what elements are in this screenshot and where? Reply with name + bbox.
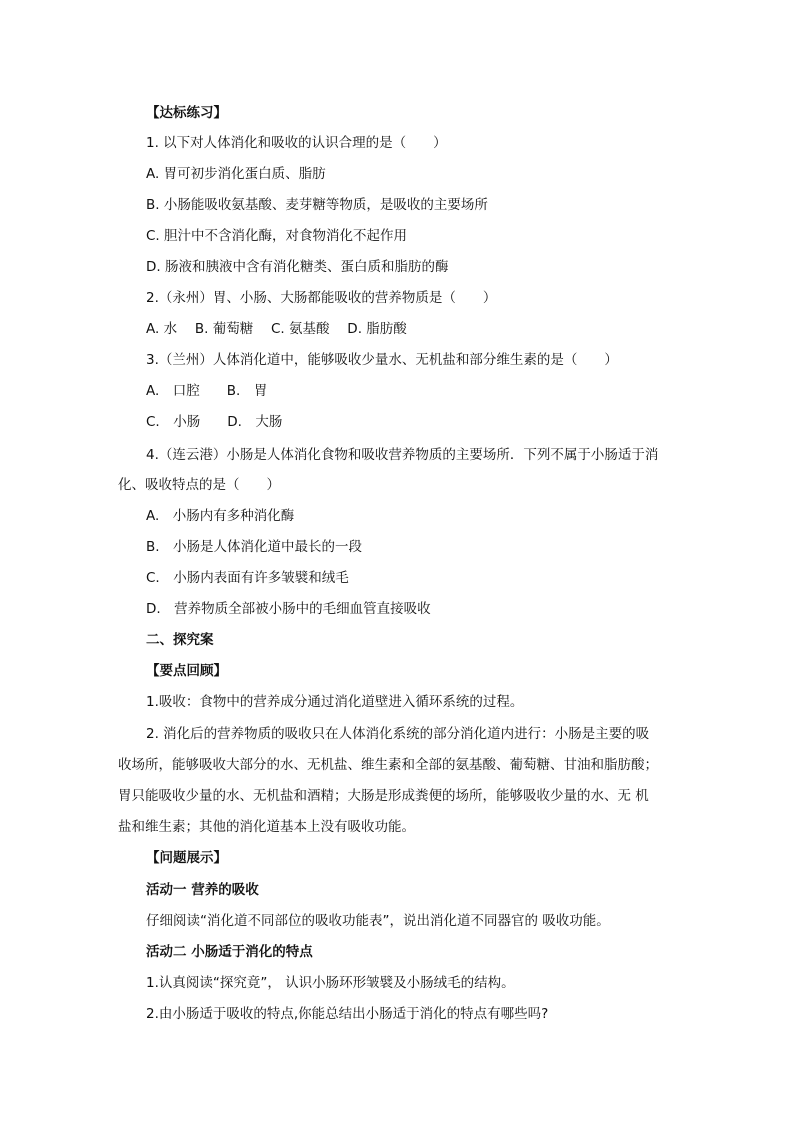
- review-point-2-line-4: 盐和维生素；其他的消化道基本上没有吸收功能。: [118, 819, 415, 835]
- question-2-stem: 2.（永州）胃、小肠、大肠都能吸收的营养物质是（ ）: [146, 290, 497, 306]
- activity-2-item-2: 2.由小肠适于吸收的特点,你能总结出小肠适于消化的特点有哪些吗?: [146, 1006, 549, 1022]
- question-4-option-d: D. 营养物质全部被小肠中的毛细血管直接吸收: [146, 601, 431, 617]
- review-point-1: 1.吸收：食物中的营养成分通过消化道壁进入循环系统的过程。: [146, 694, 524, 710]
- question-1-stem: 1. 以下对人体消化和吸收的认识合理的是（ ）: [146, 135, 447, 151]
- question-1-option-d: D. 肠液和胰液中含有消化糖类、蛋白质和脂肪的酶: [146, 259, 449, 275]
- review-point-2-line-1: 2. 消化后的营养物质的吸收只在人体消化系统的部分消化道内进行：小肠是主要的吸: [146, 726, 650, 742]
- activity-2-title: 活动二 小肠适于消化的特点: [146, 944, 313, 960]
- question-3-stem: 3.（兰州）人体消化道中，能够吸收少量水、无机盐和部分维生素的是（ ）: [146, 352, 618, 368]
- practice-heading: 【达标练习】: [146, 105, 227, 121]
- question-2-options: A. 水 B. 葡萄糖 C. 氨基酸 D. 脂肪酸: [146, 321, 407, 337]
- question-3-options-row-1: A. 口腔 B. 胃: [146, 383, 268, 399]
- question-4-option-c: C. 小肠内表面有许多皱襞和绒毛: [146, 570, 349, 586]
- review-point-2-line-2: 收场所，能够吸收大部分的水、无机盐、维生素和全部的氨基酸、葡萄糖、甘油和脂肪酸；: [118, 757, 658, 773]
- question-4-stem-line-2: 化、吸收特点的是（ ）: [118, 477, 280, 493]
- review-point-2-line-3: 胃只能吸收少量的水、无机盐和酒精；大肠是形成粪便的场所，能够吸收少量的水、无 机: [118, 788, 649, 804]
- activity-2-item-1: 1.认真阅读“探究竟”， 认识小肠环形皱襞及小肠绒毛的结构。: [146, 975, 515, 991]
- activity-1-title: 活动一 营养的吸收: [146, 882, 259, 898]
- problem-heading: 【问题展示】: [146, 850, 227, 866]
- question-1-option-a: A. 胃可初步消化蛋白质、脂肪: [146, 166, 326, 182]
- review-heading: 【要点回顾】: [146, 663, 227, 679]
- question-4-option-b: B. 小肠是人体消化道中最长的一段: [146, 539, 363, 555]
- question-1-option-c: C. 胆汁中不含消化酶，对食物消化不起作用: [146, 228, 408, 244]
- question-3-options-row-2: C. 小肠 D. 大肠: [146, 414, 283, 430]
- question-4-option-a: A. 小肠内有多种消化酶: [146, 508, 295, 524]
- explore-heading: 二、探究案: [146, 632, 214, 648]
- question-1-option-b: B. 小肠能吸收氨基酸、麦芽糖等物质，是吸收的主要场所: [146, 197, 488, 213]
- activity-1-text: 仔细阅读“消化道不同部位的吸收功能表”，说出消化道不同器官的 吸收功能。: [146, 913, 610, 929]
- question-4-stem-line-1: 4.（连云港）小肠是人体消化食物和吸收营养物质的主要场所．下列不属于小肠适于消: [146, 447, 659, 463]
